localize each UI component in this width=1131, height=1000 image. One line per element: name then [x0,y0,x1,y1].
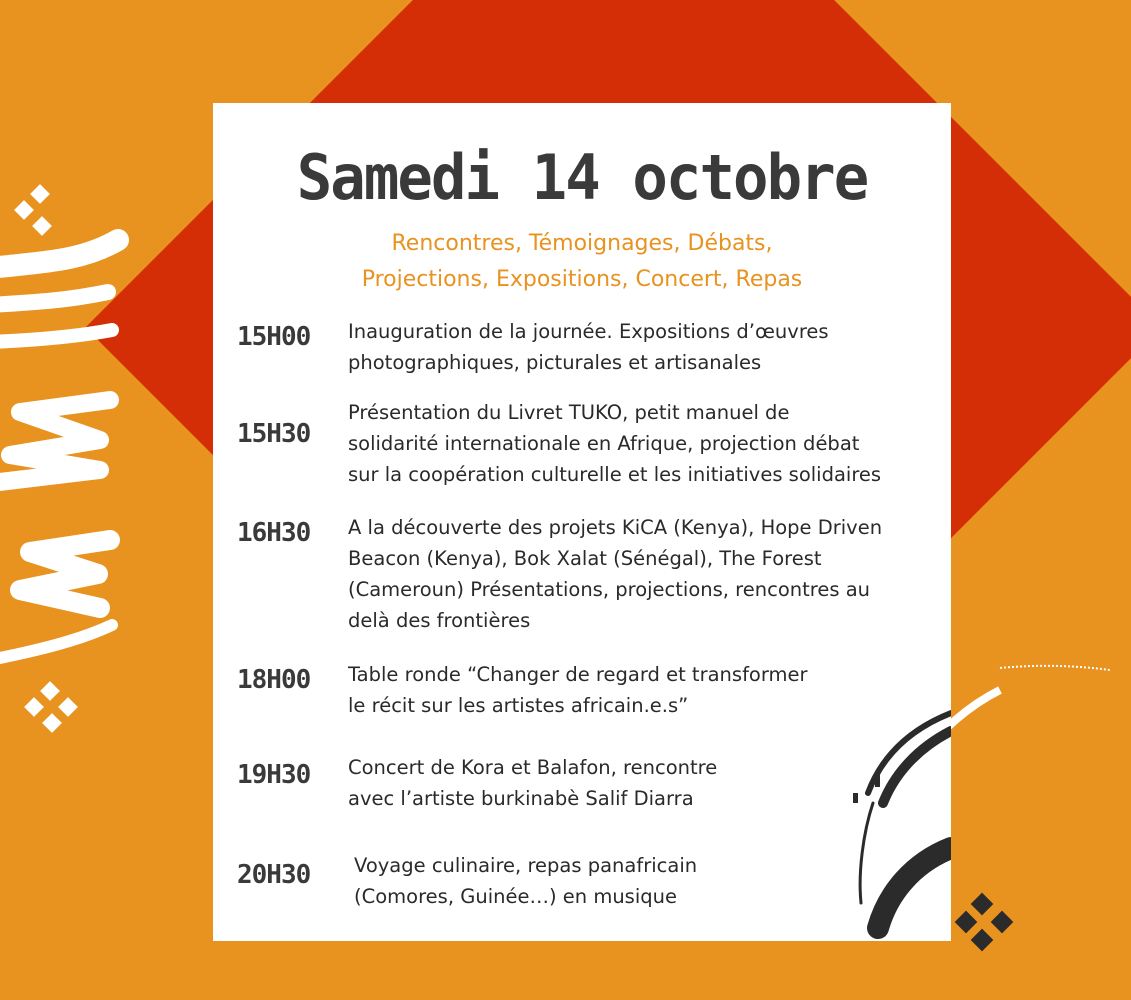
event-line: le récit sur les artistes africain.e.s” [348,694,689,717]
event-line: solidarité internationale en Afrique, projection débat [348,432,860,455]
event-line: sur la coopération culturelle et les initiatives solidaires [348,463,882,486]
event-line: photographiques, picturales et artisanales [348,351,762,374]
event-line: delà des frontières [348,609,531,632]
event-line: Voyage culinaire, repas panafricain [354,854,698,877]
circle-decoration [213,103,951,941]
event-time: 15H00 [237,322,311,352]
event-line: Concert de Kora et Balafon, rencontre [348,756,718,779]
event-time: 18H00 [237,665,311,695]
event-line: Beacon (Kenya), Bok Xalat (Sénégal), The Forest [348,547,822,570]
calligraphy-decoration [0,240,118,660]
event-time: 20H30 [237,860,311,890]
event-line: Inauguration de la journée. Expositions d’œuvres [348,320,829,343]
event-line: A la découverte des projets KiCA (Kenya), Hope Driven [348,516,883,539]
event-time: 15H30 [237,419,311,449]
event-line: Table ronde “Changer de regard et transformer [348,663,808,686]
event-line: (Cameroun) Présentations, projections, rencontres au [348,578,871,601]
event-line: avec l’artiste burkinabè Salif Diarra [348,787,694,810]
schedule-card [213,103,951,941]
page-title: Samedi 14 octobre [296,141,868,214]
event-time: 16H30 [237,518,311,548]
subtitle-line: Projections, Expositions, Concert, Repas [361,267,803,292]
subtitle-line: Rencontres, Témoignages, Débats, [391,231,773,256]
dark-diamond-decoration [955,893,1014,952]
event-time: 19H30 [237,760,311,790]
event-line: Présentation du Livret TUKO, petit manuel de [348,401,790,424]
event-line: (Comores, Guinée…) en musique [354,885,677,908]
